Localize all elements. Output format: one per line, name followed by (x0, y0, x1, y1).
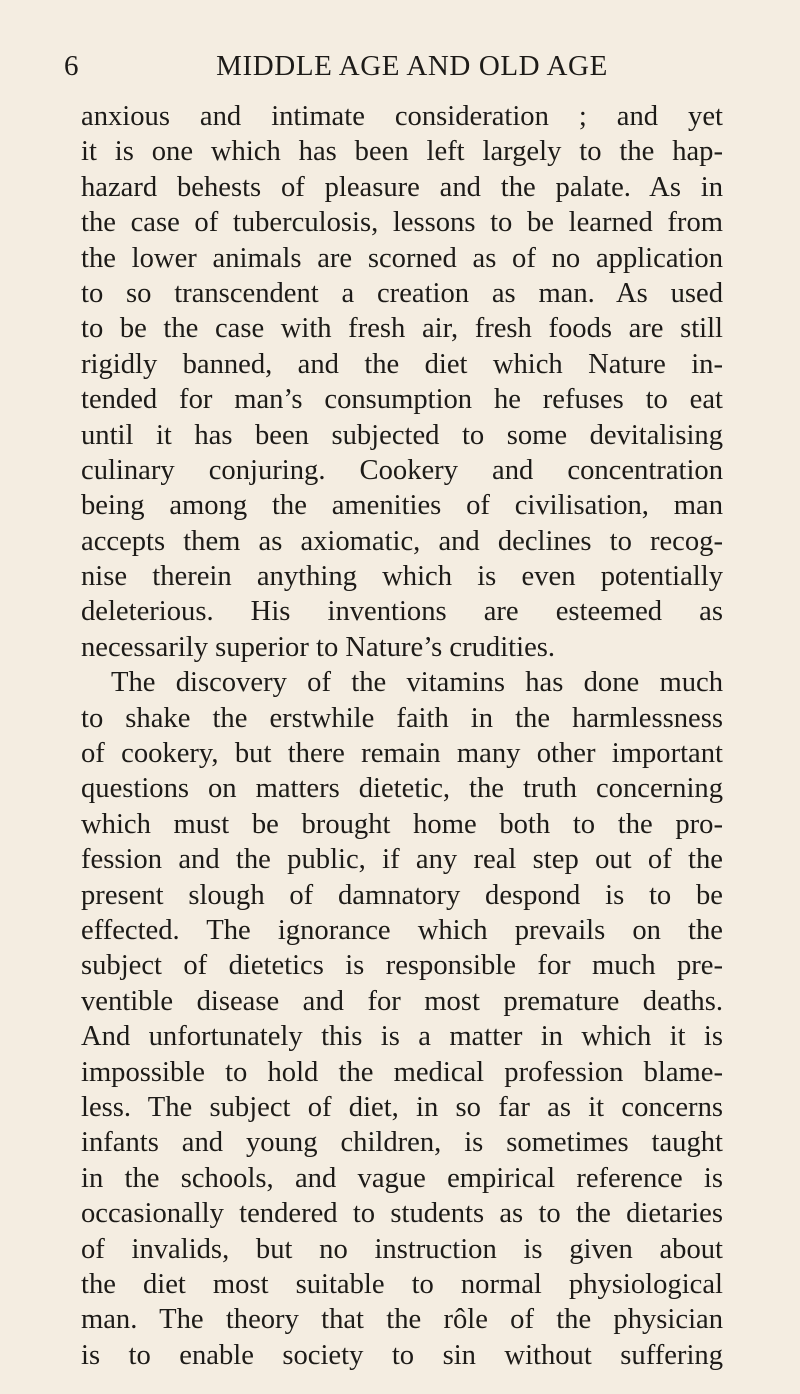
body-text (81, 99, 723, 1373)
running-head: MIDDLE AGE AND OLD AGE (216, 50, 608, 82)
text-line: to be the case with fresh air, fresh foods are still (81, 313, 723, 345)
text-line: accepts them as axiomatic, and declines to recog- (81, 525, 723, 557)
text-line: being among the amenities of civilisation, man (81, 490, 723, 522)
text-line: subject of dietetics is responsible for much pre- (81, 950, 723, 982)
text-line: necessarily superior to Nature’s crudities. (81, 631, 556, 663)
text-line: deleterious. His inventions are esteemed as (81, 596, 723, 628)
text-line: is to enable society to sin without suffering (81, 1339, 723, 1371)
page-header (64, 46, 724, 86)
text-line: And unfortunately this is a matter in which it is (81, 1021, 723, 1053)
text-line: in the schools, and vague empirical reference is (81, 1162, 723, 1194)
text-line: the lower animals are scorned as of no application (81, 242, 723, 274)
text-line: the diet most suitable to normal physiological (81, 1268, 723, 1300)
text-line: occasionally tendered to students as to the dietaries (81, 1198, 723, 1230)
text-line: questions on matters dietetic, the truth concerning (81, 773, 723, 805)
text-line: the case of tuberculosis, lessons to be learned from (81, 207, 723, 239)
text-line: fession and the public, if any real step out of the (81, 844, 723, 876)
text-line: effected. The ignorance which prevails on the (81, 914, 723, 946)
text-line: hazard behests of pleasure and the palate. As in (81, 171, 723, 203)
text-line: The discovery of the vitamins has done much (111, 667, 723, 699)
text-line: ventible disease and for most premature deaths. (81, 985, 723, 1017)
text-line: to so transcendent a creation as man. As used (81, 277, 723, 309)
text-line: culinary conjuring. Cookery and concentration (81, 454, 723, 486)
text-line: until it has been subjected to some devitalising (81, 419, 723, 451)
page-number: 6 (64, 50, 79, 82)
text-line: infants and young children, is sometimes taught (81, 1127, 723, 1159)
text-line: present slough of damnatory despond is to be (81, 879, 723, 911)
text-line: anxious and intimate consideration ; and yet (81, 101, 723, 132)
text-line: nise therein anything which is even potentially (81, 561, 723, 593)
text-line: of cookery, but there remain many other important (81, 738, 723, 770)
text-line: it is one which has been left largely to the hap- (81, 136, 723, 168)
text-line: impossible to hold the medical profession blame- (81, 1056, 723, 1088)
text-line: rigidly banned, and the diet which Nature in- (81, 348, 723, 380)
text-line: which must be brought home both to the pro- (81, 808, 723, 840)
text-line: man. The theory that the rôle of the physician (81, 1304, 723, 1336)
text-line: less. The subject of diet, in so far as it concerns (81, 1091, 723, 1123)
text-line: tended for man’s consumption he refuses to eat (81, 384, 723, 416)
text-line: to shake the erstwhile faith in the harmlessness (81, 702, 723, 734)
text-line: of invalids, but no instruction is given about (81, 1233, 723, 1265)
